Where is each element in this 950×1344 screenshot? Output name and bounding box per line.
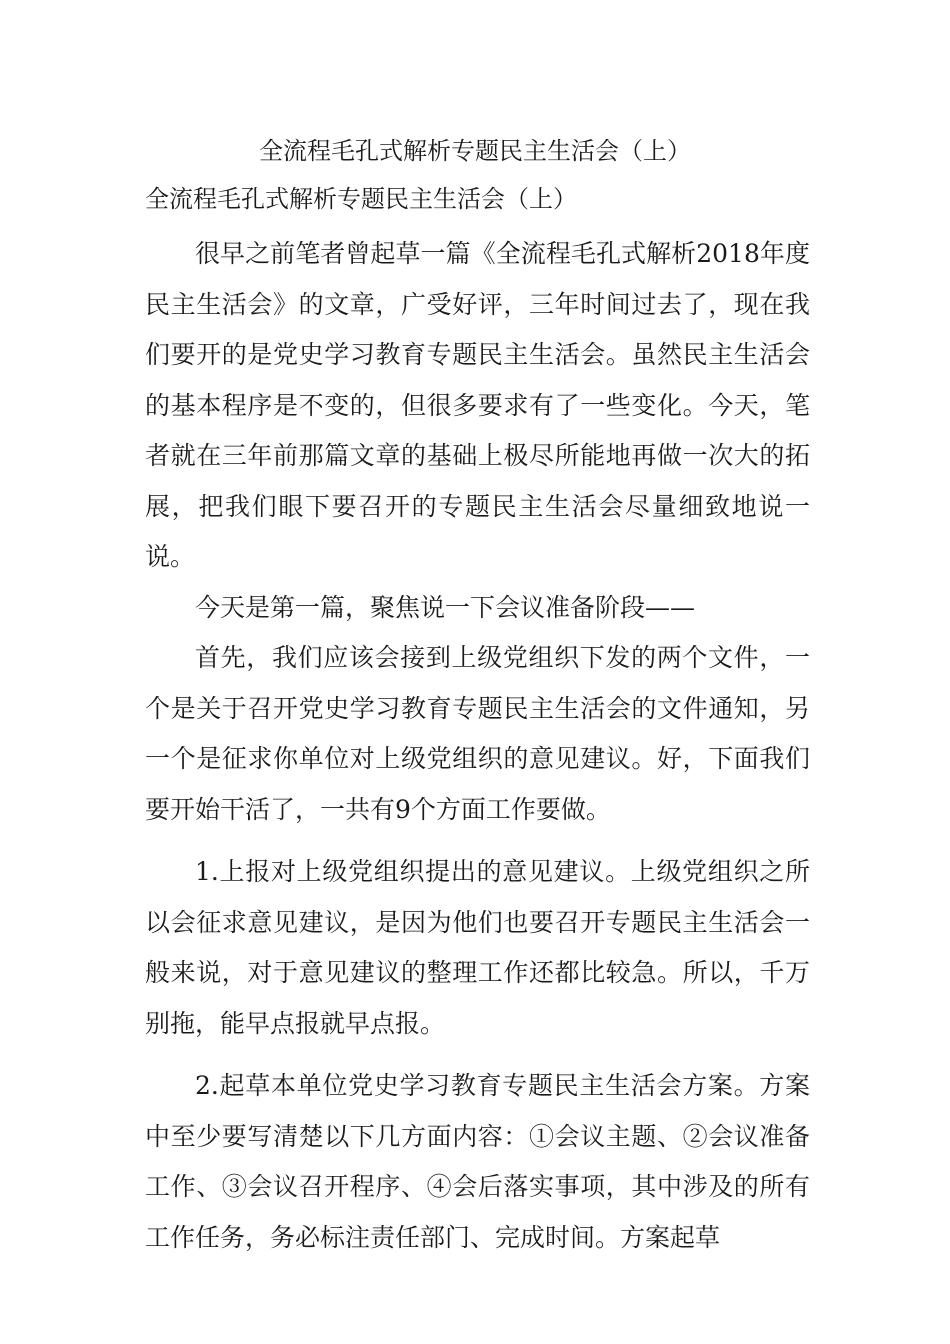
paragraph-item-1: 1.上报对上级党组织提出的意见建议。上级党组织之所以会征求意见建议，是因为他们也要召开专题民主生活会一般来说，对于意见建议的整理工作还都比较急。所以，千万别拖，能早点报就早点报。 [145,857,810,1038]
paragraph-first: 首先，我们应该会接到上级党组织下发的两个文件，一个是关于召开党史学习教育专题民主生活会的文件通知，另一个是征求你单位对上级党组织的意见建议。好，下面我们要开始干活了，一共有9个方面工作要做。 [145,643,810,824]
document-subtitle: 全流程毛孔式解析专题民主生活会（上） [145,185,577,213]
paragraph-intro: 很早之前笔者曾起草一篇《全流程毛孔式解析2018年度民主生活会》的文章，广受好评，三年时间过去了，现在我们要开的是党史学习教育专题民主生活会。虽然民主生活会的基本程序是不变的，但很多要求有了一些变化。今天，笔者就在三年前那篇文章的基础上极尽所能地再做一次大的拓展，把我们眼下要召开的专题民主生活会尽量细致地说一说。 [145,239,810,571]
document-title: 全流程毛孔式解析专题民主生活会（上） [259,137,691,165]
paragraph-item-2: 2.起草本单位党史学习教育专题民主生活会方案。方案中至少要写清楚以下几方面内容：①会议主题、②会议准备工作、③会议召开程序、④会后落实事项，其中涉及的所有工作任务，务必标注责任部门、完成时间。方案起草 [145,1071,810,1252]
paragraph-focus: 今天是第一篇，聚焦说一下会议准备阶段—— [195,592,696,622]
document-body [145,229,810,1263]
